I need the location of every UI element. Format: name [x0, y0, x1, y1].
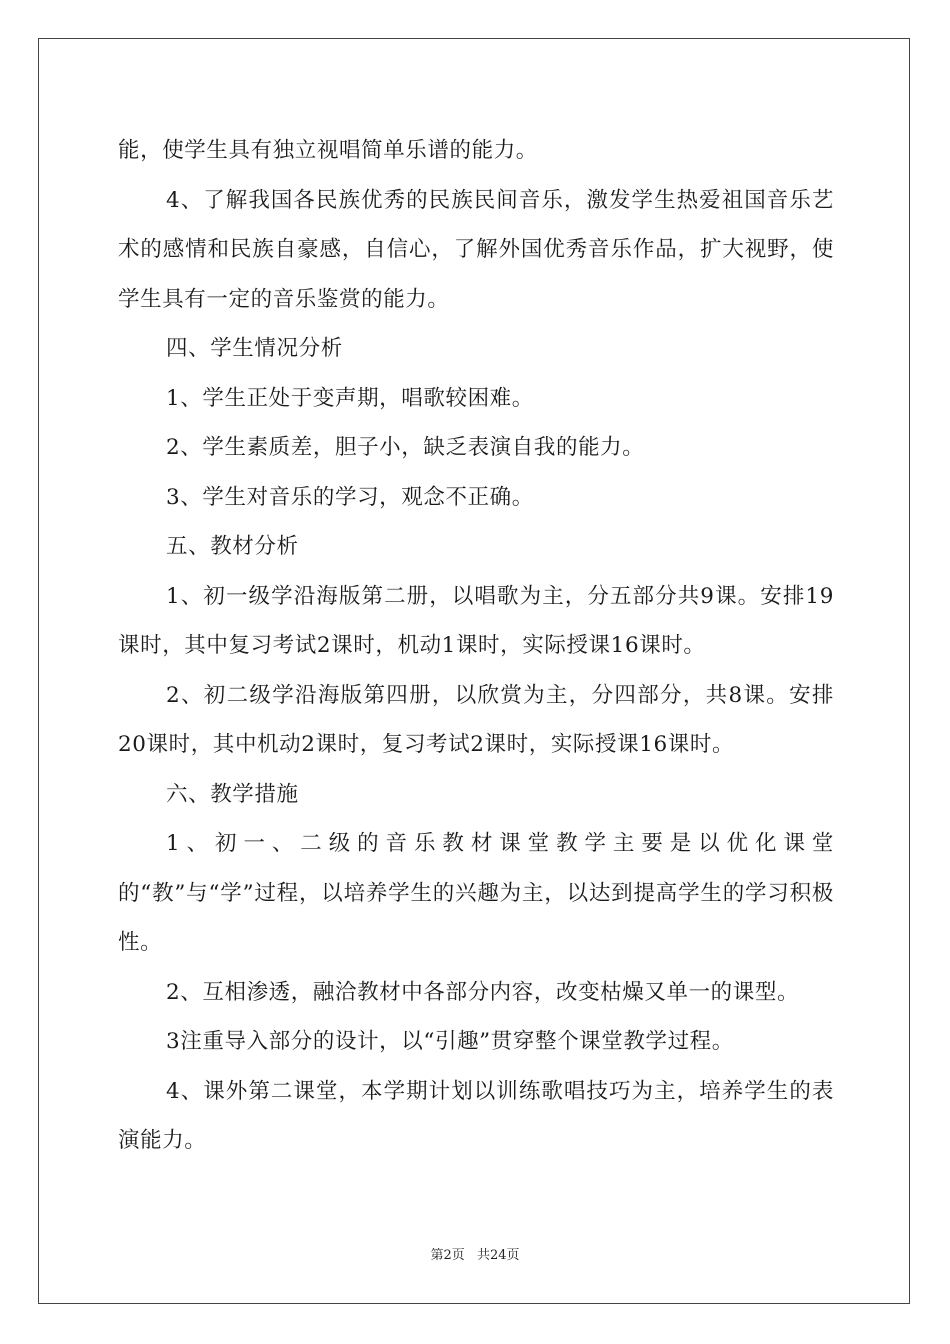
paragraph: 1、初一、二级的音乐教材课堂教学主要是以优化课堂的“教”与“学”过程，以培养学生的兴趣为主，以达到提高学生的学习积极性。 [118, 831, 834, 955]
paragraph: 2、互相渗透，融洽教材中各部分内容，改变枯燥又单一的课型。 [166, 979, 800, 1005]
paragraph: 4、了解我国各民族优秀的民族民间音乐，激发学生热爱祖国音乐艺术的感情和民族自豪感，自信心，了解外国优秀音乐作品，扩大视野，使学生具有一定的音乐鉴赏的能力。 [118, 187, 834, 312]
page-footer [0, 1244, 950, 1263]
page-number: 第2页 [430, 1248, 465, 1263]
paragraph: 1、初一级学沿海版第二册，以唱歌为主，分五部分共9课。安排19课时，其中复习考试2课时，机动1课时，实际授课16课时。 [118, 583, 834, 658]
paragraph: 2、学生素质差，胆子小，缺乏表演自我的能力。 [166, 435, 645, 460]
document-body [118, 126, 834, 1166]
paragraph: 1、学生正处于变声期，唱歌较困难。 [166, 385, 534, 411]
page-total: 共24页 [476, 1248, 520, 1263]
paragraph: 3注重导入部分的设计，以“引趣”贯穿整个课堂教学过程。 [166, 1029, 734, 1054]
paragraph: 四、学生情况分析 [166, 336, 343, 361]
paragraph: 2、初二级学沿海版第四册，以欣赏为主，分四部分，共8课。安排20课时，其中机动2课时，复习考试2课时，实际授课16课时。 [118, 682, 834, 757]
paragraph: 4、课外第二课堂，本学期计划以训练歌唱技巧为主，培养学生的表演能力。 [118, 1078, 834, 1153]
paragraph: 能，使学生具有独立视唱简单乐谱的能力。 [118, 138, 538, 163]
paragraph: 六、教学措施 [166, 781, 299, 807]
paragraph: 五、教材分析 [166, 534, 299, 559]
paragraph: 3、学生对音乐的学习，观念不正确。 [166, 484, 534, 510]
